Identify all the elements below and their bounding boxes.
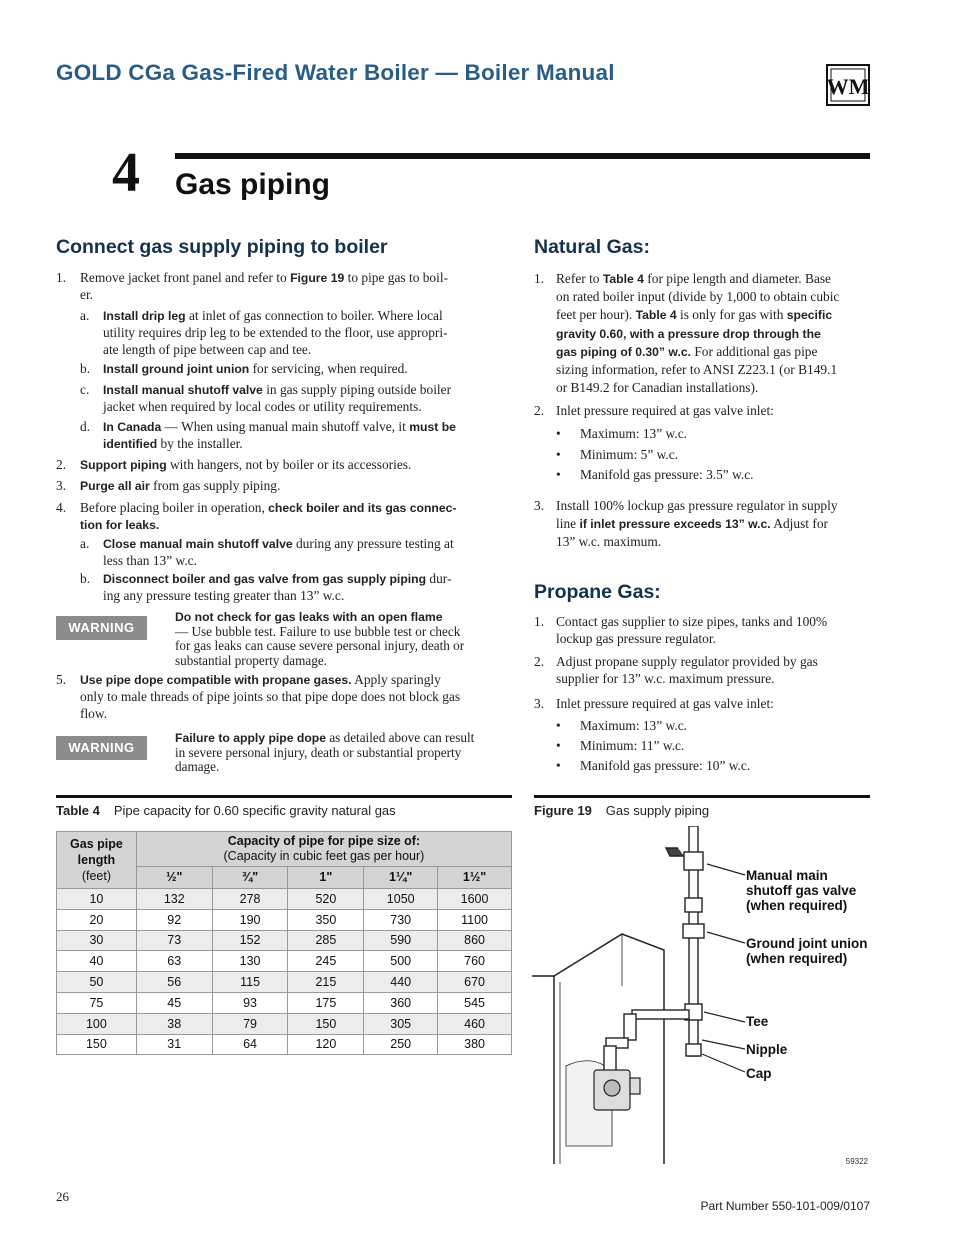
list-item: • Minimum: 5” w.c. xyxy=(556,446,679,462)
leader-line xyxy=(707,932,745,943)
table-caption-rule xyxy=(56,795,512,798)
table-cell-capacity: 860 xyxy=(438,930,512,951)
table-cell-length: 10 xyxy=(57,889,137,910)
natural-gas-list: 1. Refer to Table 4 for pipe length and diameter. Base on rated boiler input (divide by 1,000 to obtain cubic feet per hour). Table 4 is only for gas with specific gravity 0.60, with a pressure drop through the gas piping of 0.30” w.c. For additional gas pipe sizing information, refer to ANSI Z223.1 (or B149.1 or B149.2 for Canadian installations). 2. Inlet pressure required at gas valve inlet: • Maximum: 13” w.c. • Minimum: 5” w.c. • Manifold gas pressure: 3.5” w.c. 3. Install 100% lockup gas pressure regulator in supply line if inlet pressure exceeds 13” w.c. Adjust for 13” w.c. maximum. xyxy=(534,270,870,560)
figure-code: 59322 xyxy=(845,1157,868,1166)
bullet-list xyxy=(556,424,866,486)
part-number: Part Number 550-101-009/0107 xyxy=(700,1199,870,1213)
table-cell-capacity: 38 xyxy=(136,1013,212,1034)
svg-text:WM: WM xyxy=(826,74,870,99)
table-cell-capacity: 56 xyxy=(136,972,212,993)
table-cell-capacity: 440 xyxy=(364,972,438,993)
list-item: • Minimum: 11” w.c. xyxy=(556,738,685,753)
table-cell-capacity: 132 xyxy=(136,889,212,910)
table-row xyxy=(57,972,512,993)
callout-union: (when required) xyxy=(746,951,848,966)
table-cell-capacity: 250 xyxy=(364,1034,438,1055)
section-heading-connect: Connect gas supply piping to boiler xyxy=(56,236,388,258)
column-header-size: 1¼" xyxy=(364,866,438,888)
table-cell-capacity: 45 xyxy=(136,992,212,1013)
table-cell-length: 150 xyxy=(57,1034,137,1055)
warning-text: Failure to apply pipe dope as detailed above can result in severe personal injury, death or substantial property damage. xyxy=(175,730,475,774)
table-cell-capacity: 152 xyxy=(212,930,288,951)
bullet-list xyxy=(556,716,866,776)
leader-line xyxy=(707,864,745,875)
table-cell-capacity: 305 xyxy=(364,1013,438,1034)
table-row xyxy=(57,909,512,930)
callout-shutoff-valve: (when required) xyxy=(746,898,848,913)
column-header-capacity: Capacity of pipe for pipe size of: (Capacity in cubic feet gas per hour) xyxy=(136,832,511,867)
leader-line xyxy=(702,1054,745,1072)
table-cell-capacity: 380 xyxy=(438,1034,512,1055)
boiler-jacket-icon xyxy=(532,934,664,1164)
table-cell-capacity: 150 xyxy=(288,1013,364,1034)
gas-pipe-icon xyxy=(604,826,704,1074)
callout-union: Ground joint union xyxy=(746,936,868,951)
propane-gas-list: 1. Contact gas supplier to size pipes, tanks and 100% lockup gas pressure regulator. 2. Adjust propane supply regulator provided by gas supplier for 13” w.c. maximum pressure. 3. Inlet pressure required at gas valve inlet: • Maximum: 13” w.c. • Minimum: 11” w.c. • Manifold gas pressure: 10” w.c. xyxy=(534,613,870,778)
table-cell-length: 100 xyxy=(57,1013,137,1034)
table-cell-length: 30 xyxy=(57,930,137,951)
table-cell-capacity: 760 xyxy=(438,951,512,972)
table-cell-capacity: 520 xyxy=(288,889,364,910)
page-number: 26 xyxy=(56,1189,69,1204)
column-header-size: ¾" xyxy=(212,866,288,888)
table-cell-capacity: 73 xyxy=(136,930,212,951)
table-cell-capacity: 63 xyxy=(136,951,212,972)
callout-shutoff-valve: shutoff gas valve xyxy=(746,883,857,898)
pipe-capacity-table xyxy=(56,831,512,1055)
table-cell-capacity: 590 xyxy=(364,930,438,951)
figure-caption: Figure 19 Gas supply piping xyxy=(534,803,710,818)
table-cell-capacity: 460 xyxy=(438,1013,512,1034)
list-item: • Maximum: 13” w.c. xyxy=(556,426,687,441)
warning-badge: WARNING xyxy=(56,616,147,640)
table-cell-capacity: 360 xyxy=(364,992,438,1013)
table-cell-length: 50 xyxy=(57,972,137,993)
chapter-rule xyxy=(175,153,870,159)
chapter-number: 4 xyxy=(112,142,140,204)
table-cell-capacity: 79 xyxy=(212,1013,288,1034)
table-cell-capacity: 175 xyxy=(288,992,364,1013)
table-cell-capacity: 92 xyxy=(136,909,212,930)
callout-tee: Tee xyxy=(746,1014,769,1029)
table-cell-length: 75 xyxy=(57,992,137,1013)
column-header-size: 1½" xyxy=(438,866,512,888)
table-cell-capacity: 31 xyxy=(136,1034,212,1055)
list-item: • Manifold gas pressure: 3.5” w.c. xyxy=(556,467,754,482)
table-cell-capacity: 1600 xyxy=(438,889,512,910)
table-row xyxy=(57,889,512,910)
table-cell-capacity: 130 xyxy=(212,951,288,972)
table-cell-capacity: 670 xyxy=(438,972,512,993)
table-cell-length: 40 xyxy=(57,951,137,972)
table-row xyxy=(57,951,512,972)
gas-valve-icon xyxy=(594,1070,640,1110)
list-item: • Maximum: 13” w.c. xyxy=(556,718,687,733)
table-row xyxy=(57,992,512,1013)
table-cell-capacity: 278 xyxy=(212,889,288,910)
table-cell-capacity: 190 xyxy=(212,909,288,930)
section-heading-natural-gas: Natural Gas: xyxy=(534,236,650,258)
table-cell-capacity: 115 xyxy=(212,972,288,993)
leader-line xyxy=(704,1012,745,1022)
list-item: • Manifold gas pressure: 10” w.c. xyxy=(556,758,751,773)
table-cell-capacity: 120 xyxy=(288,1034,364,1055)
table-cell-capacity: 350 xyxy=(288,909,364,930)
table-cell-capacity: 730 xyxy=(364,909,438,930)
column-header-size: ½" xyxy=(136,866,212,888)
leader-line xyxy=(702,1040,745,1049)
table-row xyxy=(57,1034,512,1055)
column-header-size: 1" xyxy=(288,866,364,888)
figure-caption-rule xyxy=(534,795,870,798)
warning-badge: WARNING xyxy=(56,736,147,760)
table-row xyxy=(57,930,512,951)
section-heading-propane-gas: Propane Gas: xyxy=(534,581,661,603)
callout-cap: Cap xyxy=(746,1066,772,1081)
weil-mclain-logo-icon xyxy=(826,64,870,106)
table-row xyxy=(57,1013,512,1034)
table-cell-capacity: 215 xyxy=(288,972,364,993)
chapter-title: Gas piping xyxy=(175,168,331,201)
table-caption: Table 4 Pipe capacity for 0.60 specific gravity natural gas xyxy=(56,803,396,818)
table-cell-capacity: 285 xyxy=(288,930,364,951)
table-header-row xyxy=(57,832,512,867)
warning-text: Do not check for gas leaks with an open flame — Use bubble test. Failure to use bubble test or check for gas leaks can cause severe personal injury, death or substantial property damage. xyxy=(175,610,465,668)
table-cell-capacity: 1100 xyxy=(438,909,512,930)
callout-nipple: Nipple xyxy=(746,1042,788,1057)
column-header-length: Gas pipe length (feet) xyxy=(57,832,137,889)
left-column: 1. Remove jacket front panel and refer to Figure 19 to pipe gas to boil- er. a. Install drip leg at inlet of gas connection to boiler. Where local utility requires drip leg to be extended to the floor, use appropri- ate length of pipe between cap and tee. b. Install ground joint union for servicing, when required. c. Install manual shutoff valve in gas supply piping outside boiler jacket when required by local codes or utility requirements. d. In Canada — When using manual main shutoff valve, it must be identified by the installer. 2. Support piping with hangers, not by boiler or its accessories. 3. Purge all air from gas supply piping. 4. Before placing boiler in operation, check boiler and its gas connec- tion for leaks. a. Close manual main shutoff valve during any pressure testing at less than 13” w.c. b. Disconnect boiler and gas valve from gas supply piping dur- ing any pressure testing greater than 13” w.c. WARNING Do not check for gas leaks with an open flame — Use bubble test. Failure to use bubble test or check for gas leaks can cause severe personal injury, death or substantial property damage. 5. Use pipe dope compatible with propane gases. Apply sparingly only to male threads of pipe joints so that pipe dope does not block gas flow. WARNING Failure to apply pipe dope as detailed above can result in severe personal injury, death or substantial property damage. xyxy=(56,269,512,779)
table-cell-capacity: 64 xyxy=(212,1034,288,1055)
table-cell-capacity: 93 xyxy=(212,992,288,1013)
manual-title: GOLD CGa Gas-Fired Water Boiler — Boiler Manual xyxy=(56,60,615,85)
table-cell-capacity: 545 xyxy=(438,992,512,1013)
table-cell-capacity: 500 xyxy=(364,951,438,972)
table-cell-length: 20 xyxy=(57,909,137,930)
gas-supply-piping-illustration xyxy=(532,826,872,1166)
table-cell-capacity: 245 xyxy=(288,951,364,972)
callout-shutoff-valve: Manual main xyxy=(746,868,828,883)
table-cell-capacity: 1050 xyxy=(364,889,438,910)
